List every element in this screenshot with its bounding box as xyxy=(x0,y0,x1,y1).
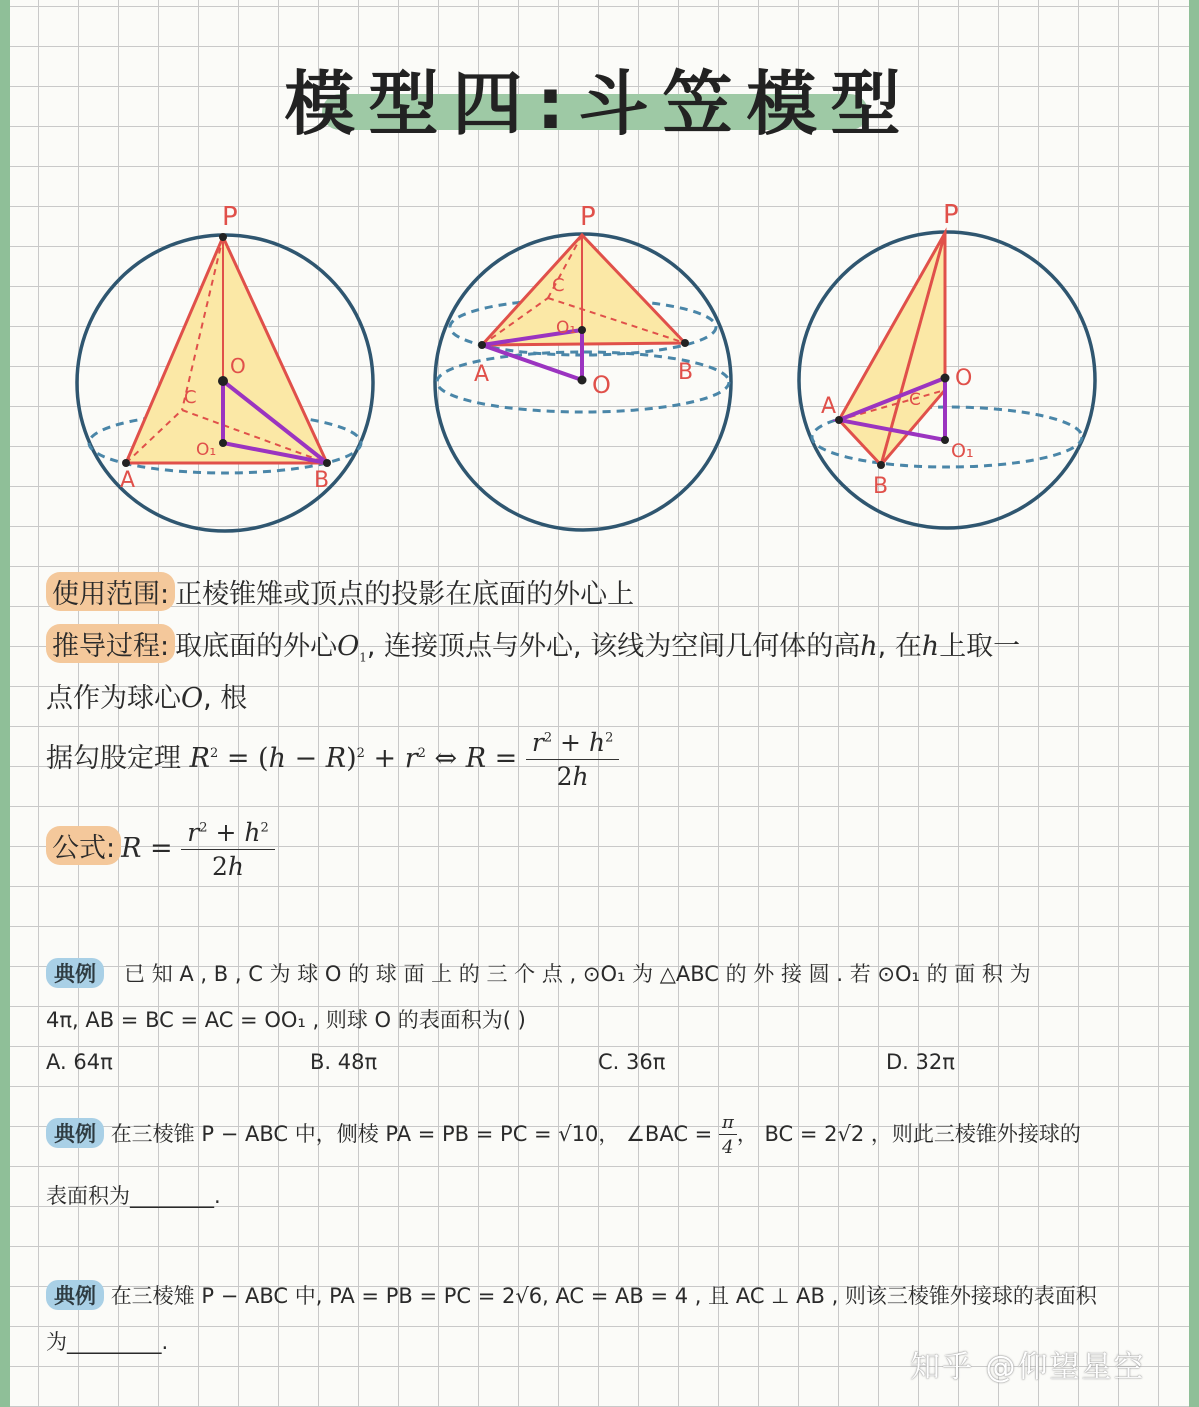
page-title: 模型四:斗笠模型 xyxy=(284,63,915,145)
label-p: P xyxy=(943,200,959,230)
label-p: P xyxy=(580,202,596,232)
example-1-tag: 典例 xyxy=(46,958,104,988)
pyramid-face xyxy=(126,237,327,463)
right-border xyxy=(1189,0,1199,1407)
point-o xyxy=(218,376,228,386)
pythagoras-equation: $R^2 = (h - R)^2 + r^2$ ⇔ R = xyxy=(189,743,518,774)
label-a: A xyxy=(120,468,136,493)
derivation-label: 推导过程: xyxy=(46,624,175,663)
label-c: C xyxy=(184,387,197,408)
derivation-line-2: 点作为球心O, 根 xyxy=(46,683,248,714)
watermark: 知乎 @仰望星空 xyxy=(910,1350,1146,1385)
example-3-tag: 典例 xyxy=(46,1280,104,1310)
example-3-text2: 为_________. xyxy=(46,1330,169,1354)
label-o1: O₁ xyxy=(196,440,217,460)
point-b xyxy=(877,461,885,469)
label-a: A xyxy=(474,362,490,387)
point-b xyxy=(323,459,331,467)
formula-line: 公式: R = $\frac{r^2 + h^2}{2h}$ xyxy=(46,818,275,881)
scope-line xyxy=(46,572,634,611)
example-2-text2: 表面积为________. xyxy=(46,1184,221,1208)
option-d: D. 32π xyxy=(886,1050,955,1074)
example-3-line-2 xyxy=(46,1326,168,1356)
point-b xyxy=(681,339,689,347)
point-o1 xyxy=(578,326,586,334)
example-1-text: 已 知 A , B , C 为 球 O 的 球 面 上 的 三 个 点 , ⊙O₁ 为 △ABC 的 外 接 圆 . 若 ⊙O₁ 的 面 积 为 xyxy=(124,962,1031,986)
label-o: O xyxy=(592,371,611,399)
symbol-o1: $O_1$ xyxy=(337,631,367,665)
label-b: B xyxy=(314,468,330,493)
example-2-tag: 典例 xyxy=(46,1118,104,1148)
option-b: B. 48π xyxy=(310,1050,378,1074)
option-c: C. 36π xyxy=(598,1050,666,1074)
derivation-line-1: 推导过程: 取底面的外心$O_1$, 连接顶点与外心, 该线为空间几何体的高h, 在h上取一 xyxy=(46,624,1020,664)
label-b: B xyxy=(678,360,694,385)
example-3-text: 在三棱雉 P − ABC 中, PA = PB = PC = 2√6, AC = AB = 4 , 且 AC ⊥ AB , 则该三棱锥外接球的表面积 xyxy=(110,1284,1097,1308)
example-1-line-2 xyxy=(46,1004,526,1034)
scope-label: 使用范围: xyxy=(46,572,175,611)
point-o xyxy=(578,376,587,385)
left-border xyxy=(0,0,10,1407)
point-p xyxy=(219,233,227,241)
formula-label: 公式: xyxy=(46,826,121,865)
label-c: C xyxy=(909,390,921,410)
scope-text: 正棱锥雉或顶点的投影在底面的外心上 xyxy=(175,579,635,610)
example-2-text: 在三棱锥 P − ABC 中，侧棱 PA = PB = PC = √10， xyxy=(110,1122,620,1146)
radius-fraction: $\frac{r^2 + h^2}{2h}$ xyxy=(526,728,619,791)
label-b: B xyxy=(873,474,889,499)
label-a: A xyxy=(821,394,837,419)
diagram-sphere-1 xyxy=(70,195,380,540)
derivation-line-3: 据勾股定理 $R^2 = (h - R)^2 + r^2$ ⇔ R = $\frac{r^2 + h^2}{2h}$ xyxy=(46,728,619,791)
point-o1 xyxy=(219,439,227,447)
example-1-text2: 4π, AB = BC = AC = OO₁ , 则球 O 的表面积为( ) xyxy=(46,1008,526,1032)
option-a: A. 64π xyxy=(46,1050,113,1074)
diagram-sphere-2 xyxy=(430,195,740,540)
point-o xyxy=(941,374,950,383)
label-c: C xyxy=(552,275,565,296)
formula-fraction: $\frac{r^2 + h^2}{2h}$ xyxy=(181,818,274,881)
label-o1: O₁ xyxy=(556,318,577,338)
example-1-line-1 xyxy=(46,958,1031,988)
angle-fraction: $\frac{\pi}{4}$ xyxy=(719,1112,737,1158)
example-2-line-2 xyxy=(46,1180,221,1210)
point-a xyxy=(835,416,843,424)
point-o1 xyxy=(941,436,949,444)
label-o: O xyxy=(230,354,246,378)
example-3-line-1 xyxy=(46,1280,1097,1310)
point-a xyxy=(478,341,486,349)
example-2-line-1: 典例 在三棱锥 P − ABC 中，侧棱 PA = PB = PC = √10， ∠BAC = $\frac{\pi}{4}$ ， BC = 2√2 ，则此三棱锥外接球的 xyxy=(46,1112,1081,1158)
label-p: P xyxy=(222,202,238,232)
label-o1: O₁ xyxy=(951,440,974,462)
diagram-sphere-3 xyxy=(795,195,1105,540)
label-o: O xyxy=(955,366,973,391)
point-a xyxy=(122,459,130,467)
